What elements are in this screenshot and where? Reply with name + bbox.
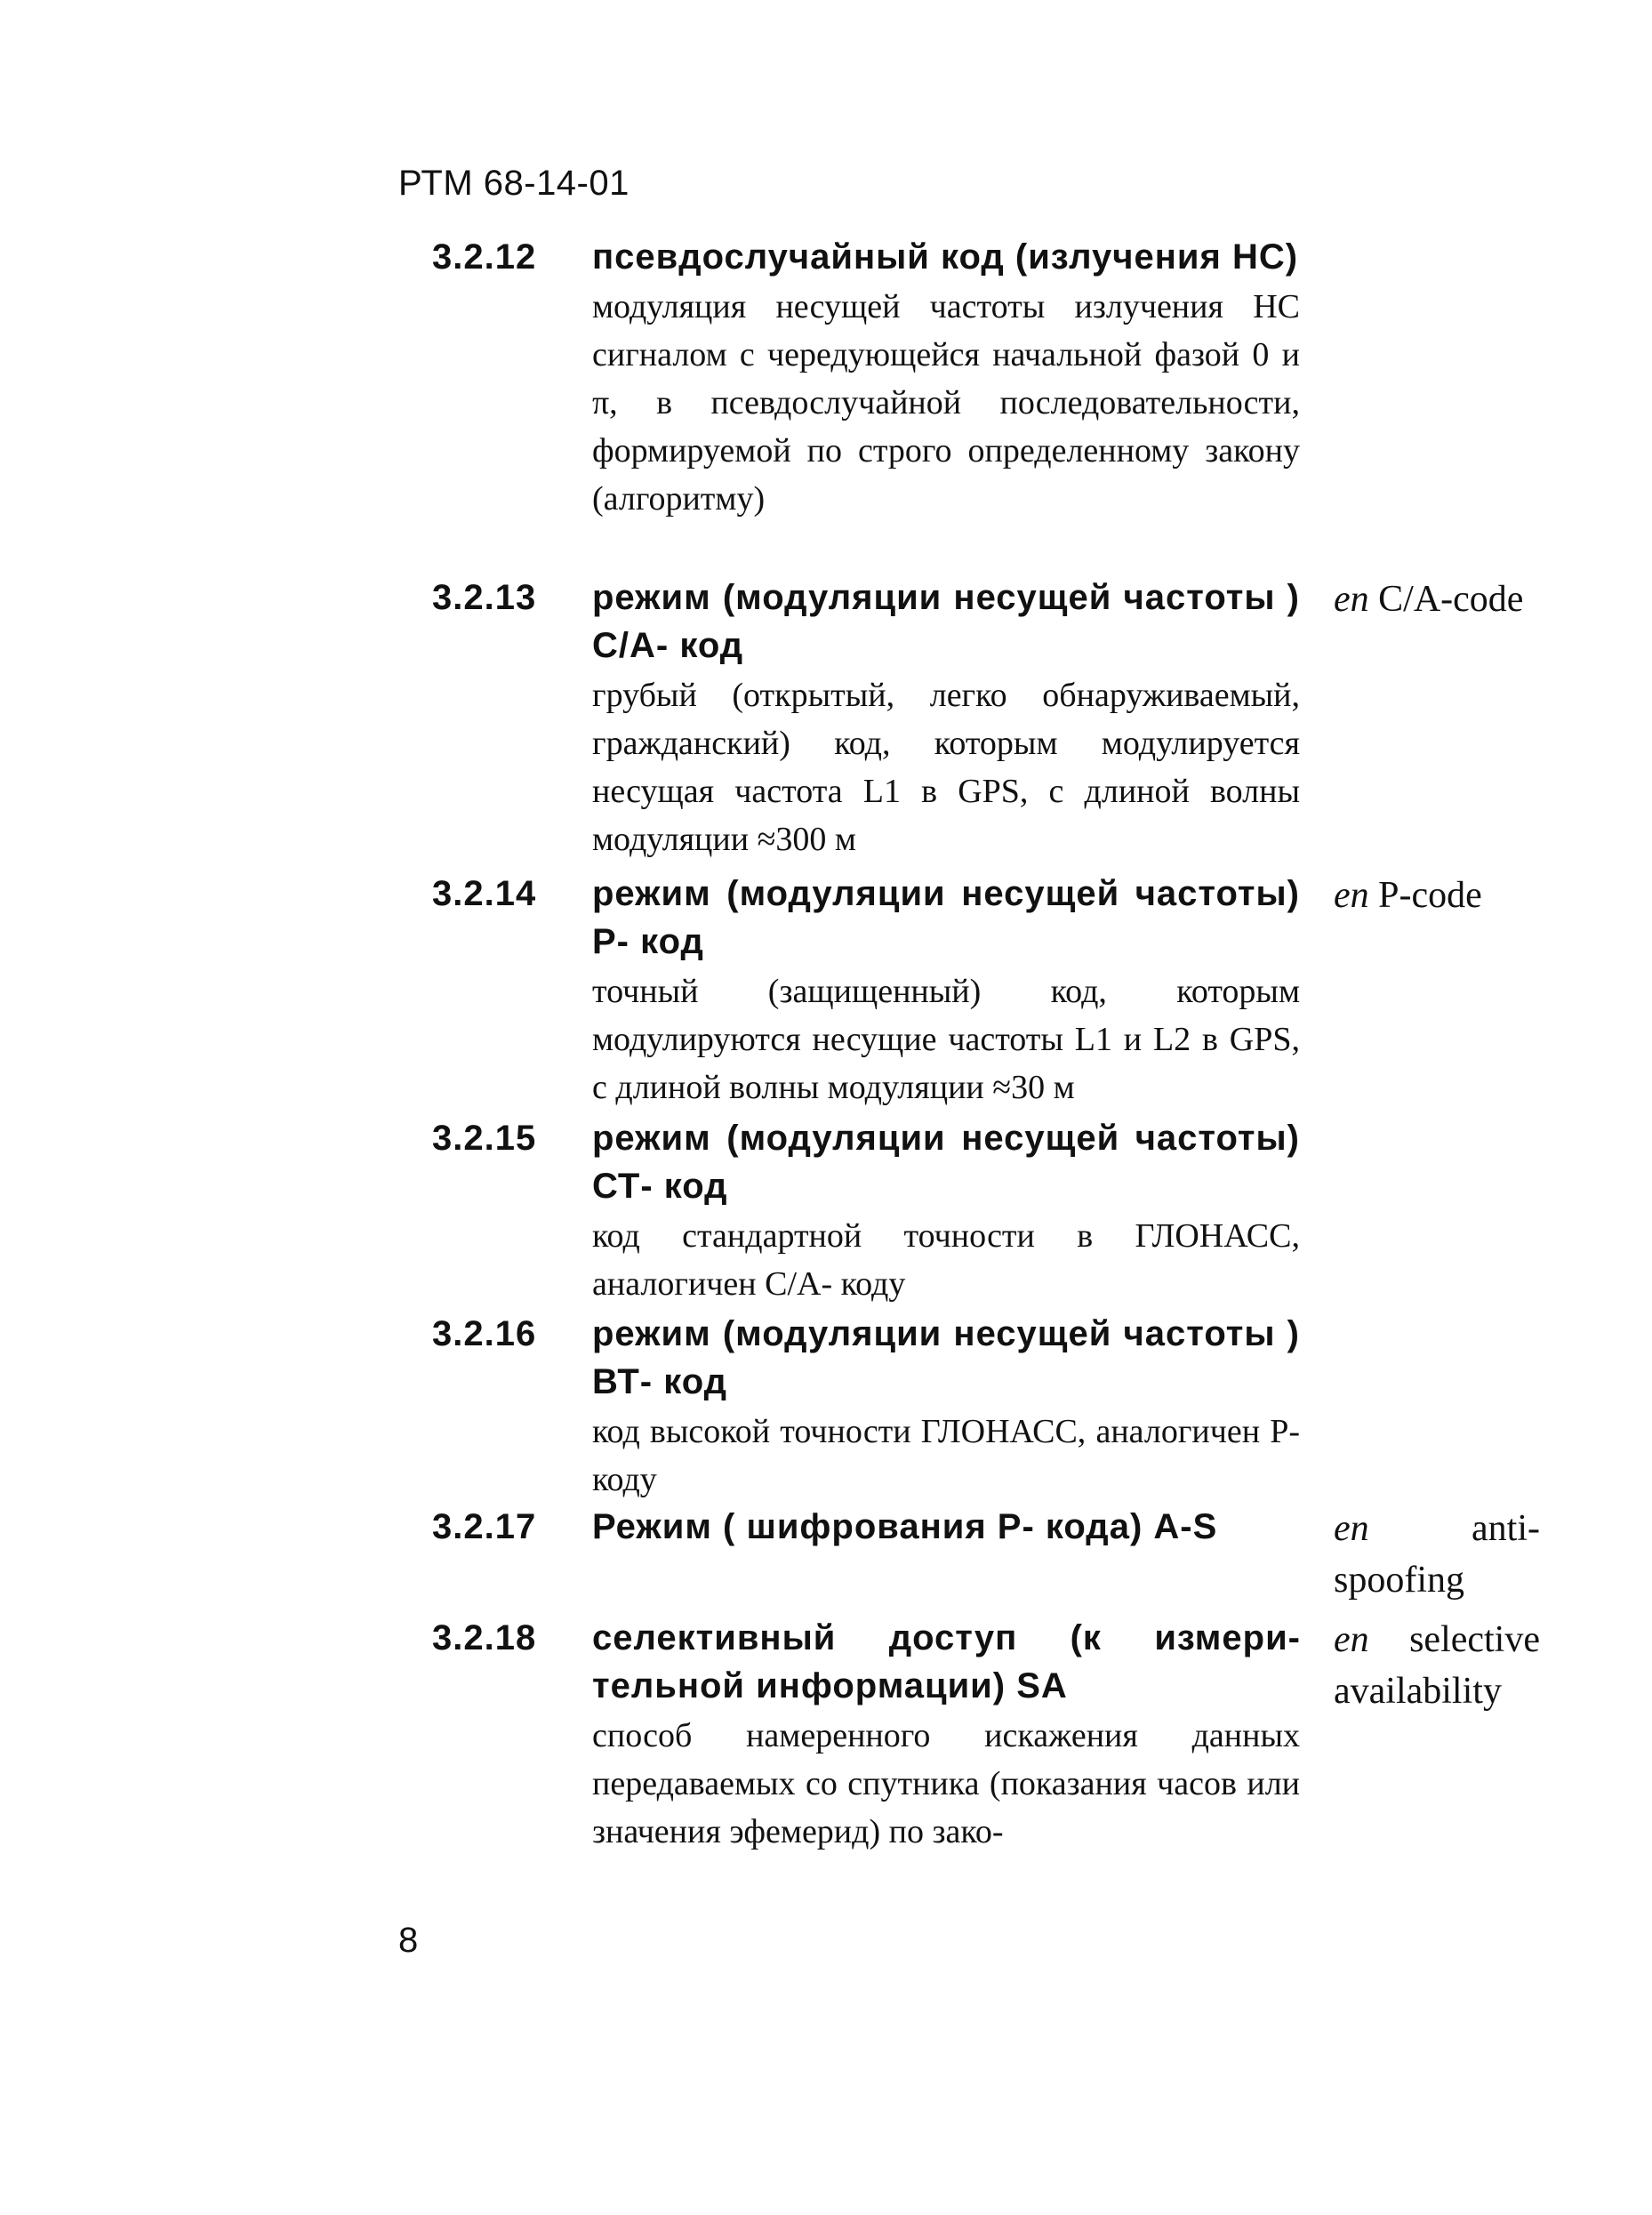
entry-number: 3.2.18	[432, 1618, 537, 1657]
entry-number: 3.2.13	[432, 578, 537, 617]
entry-term: режим (модуляции несущей частоты ) ВТ- код	[592, 1314, 1300, 1401]
entry-definition: точный (защищенный) код, которым модулируются несущие частоты L1 и L2 в GPS, с длиной волны модуляции ≈30 м	[592, 973, 1300, 1106]
english-term: selective availability	[1334, 1619, 1540, 1712]
english-term: P-code	[1378, 875, 1482, 916]
page-number: 8	[398, 1921, 419, 1960]
entry-definition: код высокой точности ГЛОНАСС, аналогичен Р- коду	[592, 1413, 1300, 1498]
english-term: anti-spoofing	[1334, 1508, 1540, 1601]
language-marker: en	[1334, 1619, 1369, 1660]
entry-term: режим (модуляции несущей частоты ) C/A- код	[592, 578, 1300, 665]
english-equivalent	[1334, 574, 1540, 625]
language-marker: en	[1334, 1508, 1369, 1549]
entry-body	[592, 1310, 1300, 1504]
entry-body	[592, 1114, 1300, 1308]
entry-number: 3.2.15	[432, 1119, 537, 1158]
entry-body	[592, 1503, 1300, 1551]
entry-number: 3.2.12	[432, 237, 537, 277]
entry-body	[592, 574, 1300, 863]
entry-number: 3.2.17	[432, 1507, 537, 1546]
entry-term: режим (модуляции несущей частоты) СТ- код	[592, 1119, 1300, 1206]
entry-term: псевдослучайный код (излучения НС)	[592, 237, 1299, 277]
entry-term: селективный доступ (к измерительной информации) SA	[592, 1618, 1300, 1705]
entry-term: Режим ( шифрования Р- кода) A-S	[592, 1507, 1218, 1546]
english-term: C/A-code	[1378, 579, 1524, 620]
entry-body	[592, 233, 1300, 523]
document-code: РТМ 68-14-01	[398, 164, 630, 203]
language-marker: en	[1334, 579, 1369, 620]
entry-term: режим (модуляции несущей частоты) P- код	[592, 874, 1300, 961]
english-equivalent	[1334, 1614, 1540, 1717]
entry-body	[592, 870, 1300, 1112]
entry-number: 3.2.14	[432, 874, 537, 913]
english-equivalent	[1334, 870, 1540, 921]
entry-number: 3.2.16	[432, 1314, 537, 1353]
entry-definition: способ намеренного искажения данных передаваемых со спутника (показания часов или значения эфемерид) по зако-	[592, 1717, 1300, 1850]
entry-definition: модуляция несущей частоты излучения НС сигналом с чередующейся начальной фазой 0 и π, в псевдослучайной последовательности, формируемой по строго определенному закону (алгоритму)	[592, 288, 1300, 518]
entry-definition: код стандартной точности в ГЛОНАСС, аналогичен С/А- коду	[592, 1217, 1300, 1303]
entry-body	[592, 1614, 1300, 1856]
english-equivalent	[1334, 1503, 1540, 1606]
entry-definition: грубый (открытый, легко обнаруживаемый, гражданский) код, которым модулируется несущая частота L1 в GPS, с длиной волны модуляции ≈300 м	[592, 677, 1300, 858]
language-marker: en	[1334, 875, 1369, 916]
